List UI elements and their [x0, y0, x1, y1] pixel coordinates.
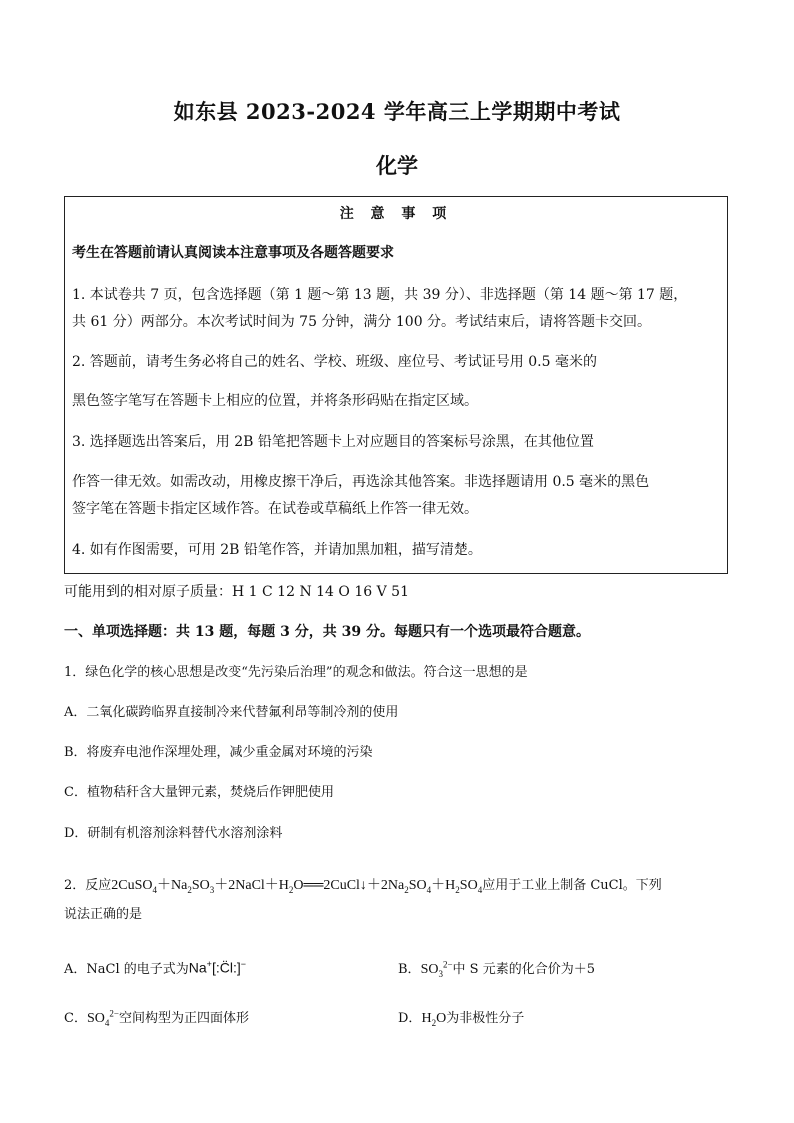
q2-number: 2．反应 — [64, 878, 112, 893]
notice-item-4: 4. 如有作图需要，可用 2B 铅笔作答，并请加黑加粗，描写清楚。 — [72, 542, 482, 558]
notice-item-3c: 签字笔在答题卡指定区域作答。在试卷或草稿纸上作答一律无效。 — [72, 501, 478, 517]
nacl-lewis-structure: Na+[:C̈l:]− — [188, 959, 246, 976]
q1-option-b: B．将废弃电池作深埋处理，减少重金属对环境的污染 — [64, 745, 373, 760]
notice-item-2a: 2. 答题前，请考生务必将自己的姓名、学校、班级、座位号、考试证号用 0.5 毫米的 — [72, 354, 597, 370]
q1-option-c: C．植物秸秆含大量钾元素，焚烧后作钾肥使用 — [64, 785, 334, 800]
q2-option-a-text: A．NaCl 的电子式为 — [64, 962, 189, 977]
notice-item-3b: 作答一律无效。如需改动，用橡皮擦干净后，再选涂其他答案。非选择题请用 0.5 毫米的黑色 — [72, 474, 650, 490]
section-heading: 一、单项选择题：共 13 题，每题 3 分，共 39 分。每题只有一个选项最符合题意。 — [64, 624, 590, 640]
q2-option-a — [64, 958, 246, 977]
q2-option-b-text: 中 S 元素的化合价为＋5 — [452, 962, 595, 977]
atomic-masses: 可能用到的相对原子质量：H 1 C 12 N 14 O 16 V 51 — [64, 584, 409, 600]
q2-option-d-text: 为非极性分子 — [446, 1011, 525, 1026]
exam-title: 如东县 2023-2024 学年高三上学期期中考试 — [173, 99, 621, 124]
notice-item-1a: 1. 本试卷共 7 页，包含选择题（第 1 题～第 13 题，共 39 分）、非选择题（第 14 题～第 17 题， — [72, 287, 688, 303]
q2-stem-line2: 说法正确的是 — [64, 907, 143, 922]
q2-option-c-label: C． — [64, 1011, 87, 1026]
sulfite-ion: $SO_3^{2-}$ — [420, 959, 453, 979]
water-formula: $H_2O$ — [421, 1011, 447, 1028]
q2-option-b — [398, 958, 595, 979]
q2-stem-line1 — [64, 874, 662, 895]
notice-item-3a: 3. 选择题选出答案后，用 2B 铅笔把答题卡上对应题目的答案标号涂黑，在其他位置 — [72, 434, 594, 450]
subject-title: 化学 — [376, 153, 418, 178]
q2-stem-tail: 应用于工业上制备 CuCl。下列 — [482, 878, 662, 893]
q2-option-d-label: D． — [398, 1011, 422, 1026]
q2-option-c — [64, 1007, 249, 1028]
q2-option-b-label: B． — [398, 962, 421, 977]
q1-option-d: D．研制有机溶剂涂料替代水溶剂涂料 — [64, 826, 283, 841]
sulfate-ion: $SO_4^{2-}$ — [86, 1008, 119, 1028]
q1-stem: 1．绿色化学的核心思想是改变“先污染后治理”的观念和做法。符合这一思想的是 — [64, 665, 528, 680]
notice-intro: 考生在答题前请认真阅读本注意事项及各题答题要求 — [72, 245, 394, 261]
q2-equation: $2CuSO_4+Na_2SO_3+2NaCl+H_2O══2CuCl↓+2Na_2SO_4+H_2SO_4$ — [111, 878, 483, 895]
notice-item-2b: 黑色签字笔写在答题卡上相应的位置，并将条形码贴在指定区域。 — [72, 393, 478, 409]
notice-item-1b: 共 61 分）两部分。本次考试时间为 75 分钟，满分 100 分。考试结束后，请将答题卡交回。 — [72, 314, 652, 330]
q2-option-c-text: 空间构型为正四面体形 — [118, 1011, 249, 1026]
q2-option-d — [398, 1007, 524, 1028]
q1-option-a: A．二氧化碳跨临界直接制冷来代替氟利昂等制冷剂的使用 — [64, 705, 399, 720]
notice-heading: 注 意 事 项 — [339, 206, 453, 222]
